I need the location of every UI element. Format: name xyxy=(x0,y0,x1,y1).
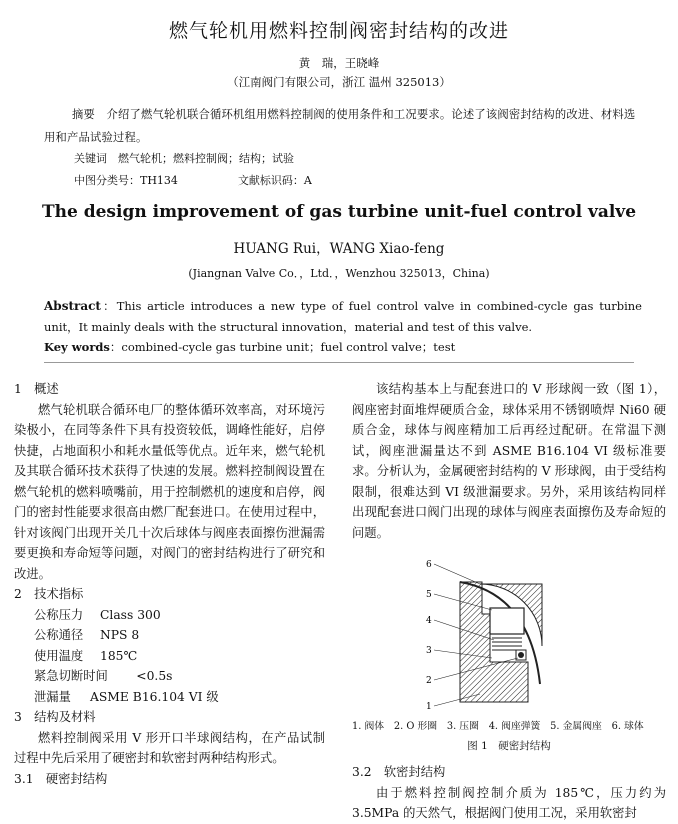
left-column xyxy=(14,379,325,789)
seat-spring xyxy=(492,638,522,650)
seal-structure-figure xyxy=(420,554,550,714)
spec-row xyxy=(14,666,325,687)
authors-cn: 黄 瑞，王晓峰 xyxy=(298,56,380,70)
section-1-heading: 1 概述 xyxy=(14,382,59,396)
section-3-text: 燃料控制阀采用 V 形开口半球阀结构，在产品试制过程中先后采用了硬密封和软密封两种结构形式。 xyxy=(14,730,325,765)
spec-value: NPS 8 xyxy=(100,628,140,642)
divider xyxy=(44,362,634,363)
section-3-2-heading: 3.2 软密封结构 xyxy=(352,765,446,779)
figure-label: 4 xyxy=(426,616,432,626)
authors-en: HUANG Rui，WANG Xiao-feng xyxy=(233,241,445,257)
right-column xyxy=(352,379,666,543)
abstract-cn: 摘要 介绍了燃气轮机联合循环机组用燃料控制阀的使用条件和工况要求。论述了该阀密封结构的改进、材料选用和产品试验过程。 xyxy=(44,108,636,144)
abstract-en-label: Abstract xyxy=(44,299,101,313)
spec-key: 公称通径 xyxy=(34,628,84,642)
section-3-heading: 3 结构及材料 xyxy=(14,710,96,724)
keywords-en-label: Key words xyxy=(44,340,110,354)
spec-value: <0.5s xyxy=(124,669,173,683)
title-en: The design improvement of gas turbine unit-fuel control valve xyxy=(41,202,637,222)
title-cn: 燃气轮机用燃料控制阀密封结构的改进 xyxy=(168,20,509,42)
spec-row xyxy=(14,605,325,626)
spec-row xyxy=(14,625,325,646)
abstract-en xyxy=(44,296,642,338)
spec-value: ASME B16.104 VI 级 xyxy=(90,689,219,704)
spec-row xyxy=(14,646,325,667)
spec-key: 使用温度 xyxy=(34,648,84,663)
section-3-2-text: 由于燃料控制阀控制介质为 185℃，压力约为 3.5MPa 的天然气，根据阀门使用工况，采用软密封 xyxy=(352,785,666,820)
spec-key: 紧急切断时间 xyxy=(34,669,108,683)
spec-key: 泄漏量 xyxy=(34,689,71,704)
abstract-en-text: ：This article introduces a new type of fuel control valve in combined-cycle gas turbine unit，It mainly deals with the structural innovation，material and test of this valve. xyxy=(44,299,642,334)
metal-seat xyxy=(490,608,524,634)
figure-label: 2 xyxy=(426,676,432,686)
section-2-heading: 2 技术指标 xyxy=(14,587,84,601)
document-code: 文献标识码：A xyxy=(237,174,312,187)
section-3-1-text: 该结构基本上与配套进口的 V 形球阀一致（图 1），阀座密封面堆焊硬质合金，球体采用不锈钢喷焊 Ni60 硬质合金，球体与阀座精加工后再经过配研。在常温下测试，阀座泄漏量达不到 ASME B16.104 VI 级标准要求。分析认为，金属硬密封结构的 V 形球阀，由于受结构限制，很难达到 VI 级泄漏要求。另外，采用该结构同样出现配套进口阀门出现的球体与阀座表面擦伤及寿命短的问题。 xyxy=(352,382,666,540)
spec-row xyxy=(14,687,325,708)
affiliation-cn: （江南阀门有限公司，浙江 温州 325013） xyxy=(227,75,451,89)
section-1-text: 燃气轮机联合循环电厂的整体循环效率高，对环境污染极小，在同等条件下具有投资较低，调峰性能好，启停快捷，占地面积小和耗水量低等优点。近年来，燃气轮机及其联合循环技术获得了快速的发展。燃料控制阀设置在燃气轮机的燃料喷嘴前，用于控制燃机的速度和启停，阀门的密封性能要求很高由燃厂配套进口。在使用过程中，针对该阀门出现开关几十次后球体与阀座表面擦伤泄漏需要更换和寿命短等问题，对阀门的密封结构进行了研究和改进。 xyxy=(14,402,325,581)
figure-caption: 图 1 硬密封结构 xyxy=(467,740,551,752)
spec-key: 公称压力 xyxy=(34,607,84,622)
figure-label: 1 xyxy=(426,702,432,712)
figure-label: 3 xyxy=(426,646,432,656)
spec-value: Class 300 xyxy=(100,607,161,622)
spec-value: 185℃ xyxy=(100,648,138,663)
section-3-1-heading: 3.1 硬密封结构 xyxy=(14,771,108,786)
figure-label: 6 xyxy=(426,560,432,570)
figure-label: 5 xyxy=(426,590,432,600)
keywords-cn: 关键词 燃气轮机；燃料控制阀；结构；试验 xyxy=(74,152,294,165)
keywords-en-text: ：combined-cycle gas turbine unit；fuel control valve；test xyxy=(109,340,456,354)
classification-line xyxy=(74,172,312,188)
right-column-bottom xyxy=(352,762,666,824)
class-number: 中图分类号：TH134 xyxy=(74,174,178,187)
affiliation-en: (Jiangnan Valve Co．，Ltd．，Wenzhou 325013，China) xyxy=(188,267,490,280)
keywords-en xyxy=(44,339,455,355)
figure-legend: 1. 阀体 2. O 形圈 3. 压圈 4. 阀座弹簧 5. 金属阀座 6. 球体 xyxy=(352,721,644,732)
